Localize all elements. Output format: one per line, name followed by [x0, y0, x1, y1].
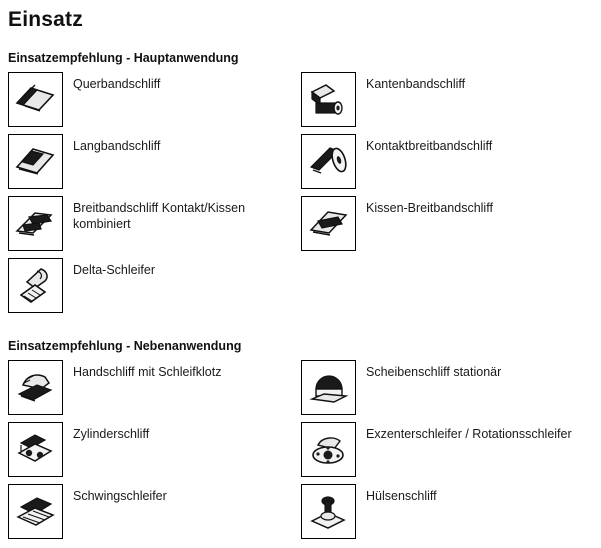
list-item-label: Querbandschliff: [73, 77, 161, 91]
handschliff-schleifklotz-icon: [8, 360, 63, 415]
section-title-nebenanwendung: Einsatzempfehlung - Nebenanwendung: [8, 339, 242, 353]
langbandschliff-icon: [8, 134, 63, 189]
list-item[interactable]: [301, 422, 594, 477]
schwingschleifer-icon: [8, 484, 63, 539]
list-item-label: Zylinderschliff: [73, 427, 150, 441]
zylinderschliff-icon: [8, 422, 63, 477]
querbandschliff-icon: [8, 72, 63, 127]
list-item[interactable]: [301, 134, 594, 189]
list-item[interactable]: [8, 134, 301, 189]
list-item[interactable]: [8, 72, 301, 127]
icon-grid-nebenanwendung: [8, 360, 594, 546]
kontaktbreitbandschliff-icon: [301, 134, 356, 189]
list-item-label: Handschliff mit Schleifklotz: [73, 365, 222, 379]
list-item-label: Scheibenschliff stationär: [366, 365, 502, 379]
exzenterschleifer-icon: [301, 422, 356, 477]
list-item-label: Langbandschliff: [73, 139, 161, 153]
list-item[interactable]: [8, 422, 301, 477]
list-item[interactable]: [8, 360, 301, 415]
list-item[interactable]: [8, 196, 301, 251]
list-item-label: Schwingschleifer: [73, 489, 167, 503]
list-item[interactable]: [301, 196, 594, 251]
breitbandschliff-kombiniert-icon: [8, 196, 63, 251]
list-item-label: Breitbandschliff Kontakt/Kissen kombiniert: [73, 201, 246, 231]
einsatz-page: [0, 8, 601, 548]
list-item-label: Kantenbandschliff: [366, 77, 466, 91]
list-item[interactable]: [301, 484, 594, 539]
delta-schleifer-icon: [8, 258, 63, 313]
list-item-label: Exzenterschleifer / Rotationsschleifer: [366, 427, 572, 441]
huelsenschliff-icon: [301, 484, 356, 539]
list-item[interactable]: [301, 360, 594, 415]
list-item-label: Delta-Schleifer: [73, 263, 155, 277]
page-title: Einsatz: [8, 8, 83, 31]
kissen-breitbandschliff-icon: [301, 196, 356, 251]
list-item[interactable]: [8, 258, 301, 313]
list-item-label: Hülsenschliff: [366, 489, 437, 503]
list-item[interactable]: [301, 72, 594, 127]
kantenbandschliff-icon: [301, 72, 356, 127]
scheibenschliff-stationaer-icon: [301, 360, 356, 415]
icon-grid-hauptanwendung: [8, 72, 594, 320]
list-item[interactable]: [8, 484, 301, 539]
section-title-hauptanwendung: Einsatzempfehlung - Hauptanwendung: [8, 51, 239, 65]
list-item-label: Kontaktbreitbandschliff: [366, 139, 493, 153]
list-item-label: Kissen-Breitbandschliff: [366, 201, 493, 215]
